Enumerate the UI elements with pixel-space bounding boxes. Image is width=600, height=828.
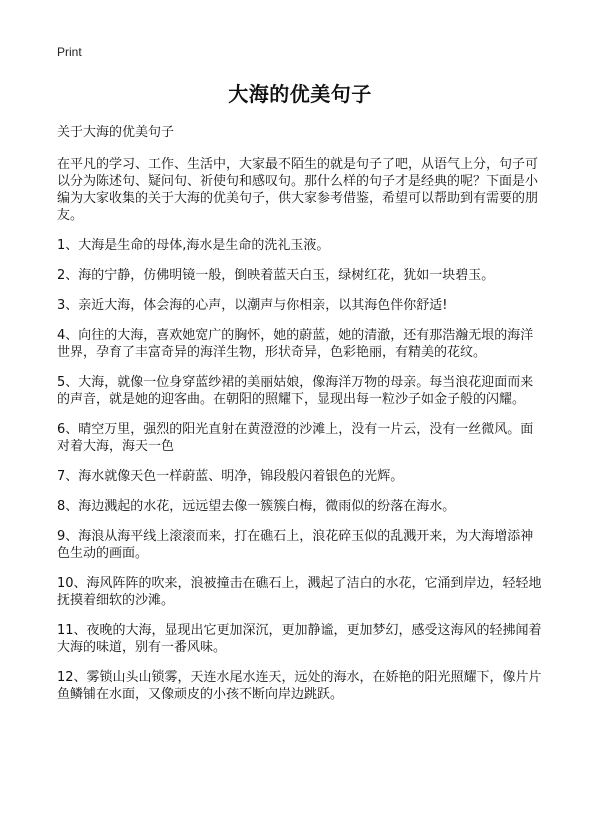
sentence-item-3: 3、亲近大海，体会海的心声，以潮声与你相亲，以其海色伴你舒适! (57, 298, 448, 313)
sentence-list (57, 237, 543, 703)
article-subtitle: 关于大海的优美句子 (57, 125, 175, 140)
sentence-item-4: 4、向往的大海，喜欢她宽广的胸怀，她的蔚蓝，她的清澈，还有那浩瀚无垠的海洋世界，孕育了丰富奇异的海洋生物，形状奇异，色彩艳丽，有精美的花纹。 (57, 328, 534, 360)
sentence-item-10: 10、海风阵阵的吹来，浪被撞击在礁石上，溅起了洁白的水花，它涌到岸边，轻轻地抚摸着细软的沙滩。 (57, 576, 542, 608)
sentence-item-11: 11、夜晚的大海，显现出它更加深沉，更加静谧，更加梦幻，感受这海风的轻拂闻着大海的味道，别有一番风味。 (57, 623, 542, 655)
sentence-item-12: 12、雾锁山头山锁雾，天连水尾水连天，远处的海水，在娇艳的阳光照耀下，像片片鱼鳞铺在水面，又像顽皮的小孩不断向岸边跳跃。 (57, 670, 542, 702)
sentence-item-8: 8、海边溅起的水花，远远望去像一簇簇白梅，微雨似的纷落在海水。 (57, 499, 456, 514)
page-title: 大海的优美句子 (228, 82, 372, 106)
print-link[interactable]: Print (57, 45, 82, 59)
sentence-item-7: 7、海水就像天色一样蔚蓝、明净，锦段般闪着银色的光辉。 (57, 469, 404, 484)
sentence-item-1: 1、大海是生命的母体,海水是生命的洗礼玉液。 (57, 238, 330, 253)
sentence-item-6: 6、晴空万里，强烈的阳光直射在黄澄澄的沙滩上，没有一片云，没有一丝微风。面对着大海，海天一色 (57, 422, 534, 454)
sentence-item-2: 2、海的宁静，仿佛明镜一般，倒映着蓝天白玉，绿树红花，犹如一块碧玉。 (57, 268, 495, 283)
intro-paragraph: 在平凡的学习、工作、生活中，大家最不陌生的就是句子了吧，从语气上分，句子可以分为陈述句、疑问句、祈使句和感叹句。那什么样的句子才是经典的呢？下面是小编为大家收集的关于大海的优美句子，供大家参考借鉴，希望可以帮助到有需要的朋友。 (57, 157, 539, 223)
sentence-item-9: 9、海浪从海平线上滚滚而来，打在礁石上，浪花碎玉似的乱溅开来，为大海增添神色生动的画面。 (57, 529, 534, 561)
sentence-item-5: 5、大海，就像一位身穿蓝纱裙的美丽姑娘，像海洋万物的母亲。每当浪花迎面而来的声音，就是她的迎客曲。在朝阳的照耀下，显现出每一粒沙子如金子般的闪耀。 (57, 375, 534, 407)
